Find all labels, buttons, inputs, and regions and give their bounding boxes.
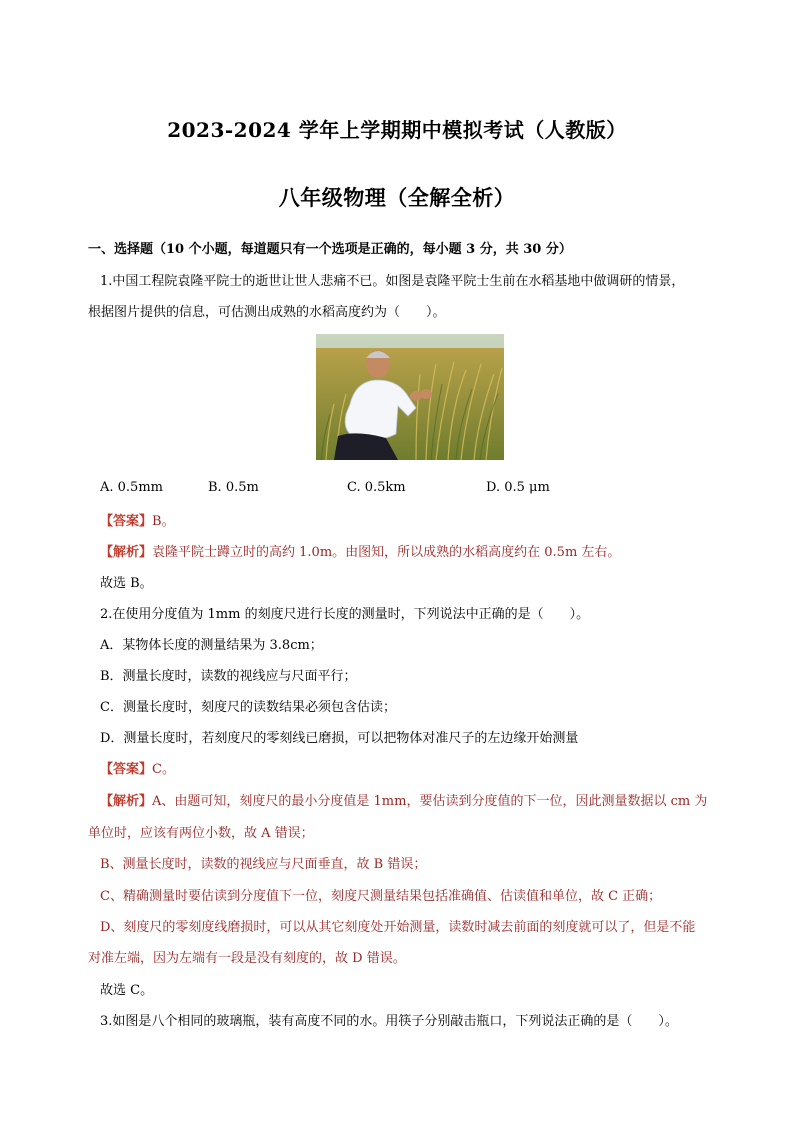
q2-option-c: C．测量长度时，刻度尺的读数结果必须包含估读； [100, 700, 396, 715]
q1-option-d: D. 0.5 μm [486, 480, 550, 495]
page-title: 2023-2024 学年上学期期中模拟考试（人教版） [167, 118, 627, 142]
q2-conclusion: 故选 C。 [100, 983, 154, 998]
answer-tag: 【答案】 [100, 514, 153, 529]
q2-stem: 2.在使用分度值为 1mm 的刻度尺进行长度的测量时，下列说法中正确的是（ ）。 [100, 607, 590, 622]
q1-conclusion: 故选 B。 [100, 576, 153, 591]
q1-option-c: C. 0.5km [347, 480, 406, 495]
q2-analysis-line6: 对准左端，因为左端有一段是没有刻度的，故 D 错误。 [88, 951, 406, 966]
q1-stem-line2: 根据图片提供的信息，可估测出成熟的水稻高度约为（ ）。 [88, 305, 446, 320]
q2-option-d: D．测量长度时，若刻度尺的零刻线已磨损，可以把物体对准尺子的左边缘开始测量 [100, 731, 579, 746]
q1-analysis [100, 541, 620, 560]
q1-answer [100, 510, 175, 529]
q2-answer [100, 758, 175, 777]
section-heading: 一、选择题（10 个小题，每道题只有一个选项是正确的，每小题 3 分，共 30 分） [88, 242, 572, 257]
q1-option-b: B. 0.5m [208, 480, 259, 495]
q1-option-a: A. 0.5mm [100, 480, 163, 495]
answer-tag: 【答案】 [100, 762, 153, 777]
analysis-tag: 【解析】 [100, 794, 153, 809]
q2-analysis-line2: 单位时，应该有两位小数，故 A 错误； [88, 826, 314, 841]
page-subtitle: 八年级物理（全解全析） [278, 185, 516, 210]
q3-stem: 3.如图是八个相同的玻璃瓶，装有高度不同的水。用筷子分别敲击瓶口，下列说法正确的是（ ）。 [100, 1014, 678, 1029]
q2-option-a: A．某物体长度的测量结果为 3.8cm； [100, 638, 323, 653]
answer-value: B。 [152, 514, 175, 529]
q2-analysis-line1 [100, 790, 707, 809]
rice-field-photo [316, 334, 504, 460]
q1-stem-line1: 1.中国工程院袁隆平院士的逝世让世人悲痛不已。如图是袁隆平院士生前在水稻基地中做调研的情景， [100, 274, 685, 289]
q2-analysis-line3: B、测量长度时，读数的视线应与尺面垂直，故 B 错误； [100, 857, 427, 872]
q2-analysis-line5: D、刻度尺的零刻度线磨损时，可以从其它刻度处开始测量，读数时减去前面的刻度就可以了，但是不能 [100, 920, 696, 935]
analysis-text: 袁隆平院士蹲立时的高约 1.0m。由图知，所以成熟的水稻高度约在 0.5m 左右。 [152, 545, 621, 560]
q2-option-b: B．测量长度时，读数的视线应与尺面平行； [100, 669, 357, 684]
analysis-tag: 【解析】 [100, 545, 153, 560]
answer-value: C。 [152, 762, 175, 777]
q1-options [100, 480, 700, 498]
analysis-text: A、由题可知，刻度尺的最小分度值是 1mm，要估读到分度值的下一位，因此测量数据以 cm 为 [152, 794, 708, 809]
q2-analysis-line4: C、精确测量时要估读到分度值下一位，刻度尺测量结果包括准确值、估读值和单位，故 C 正确； [100, 889, 662, 904]
